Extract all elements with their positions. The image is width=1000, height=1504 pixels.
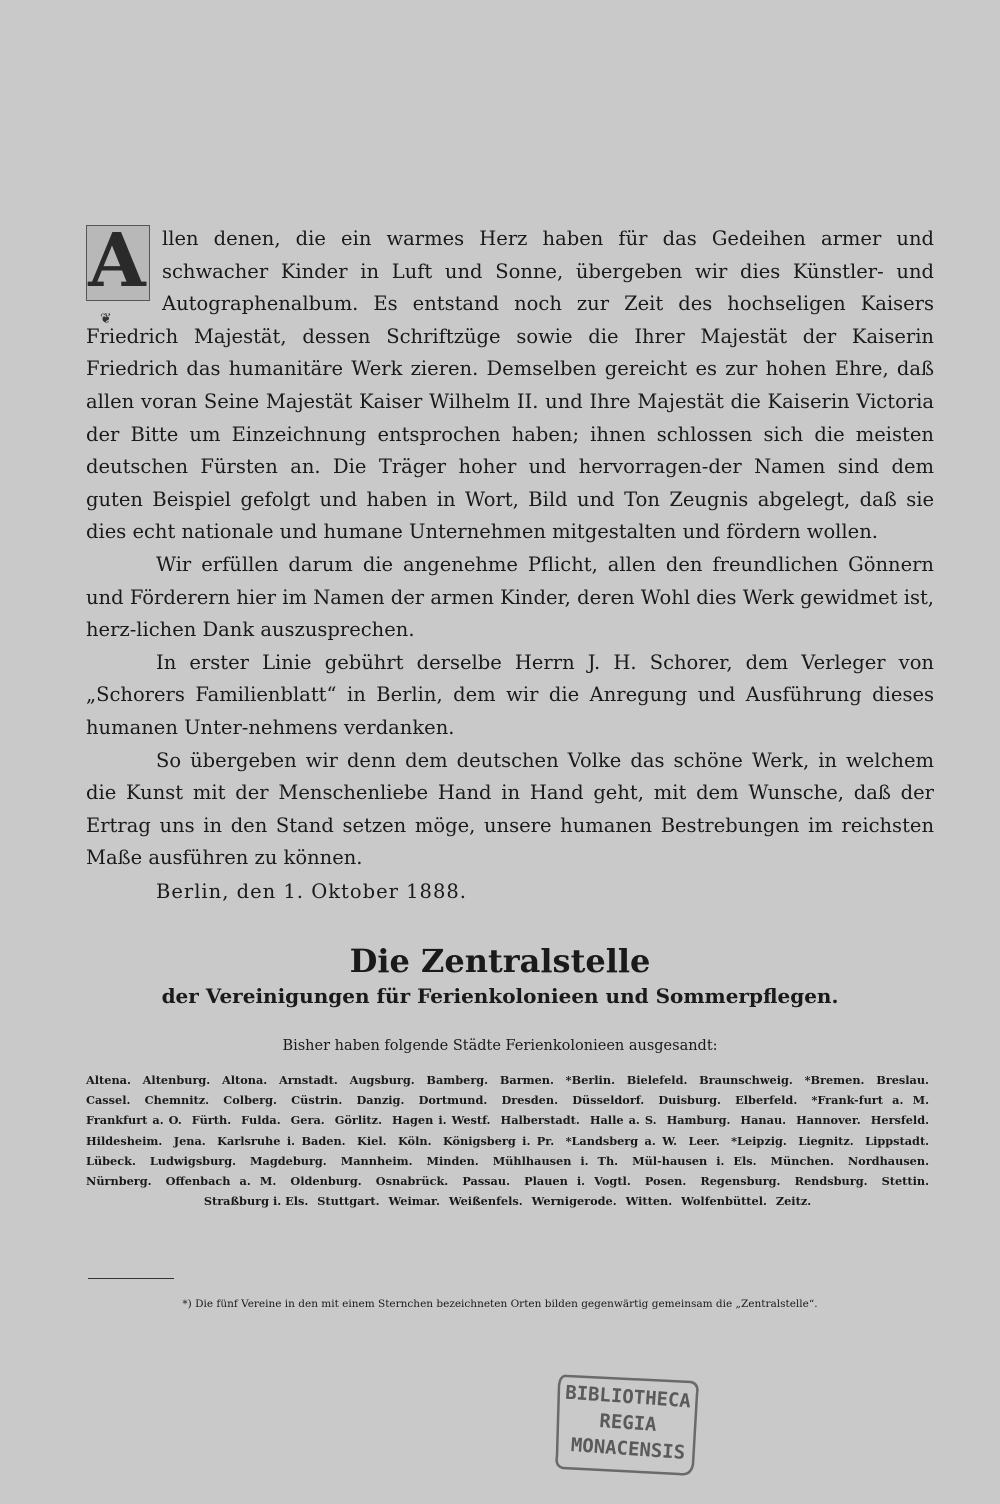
city-item: Straßburg i. Els. [203,1194,309,1209]
city-item: Karlsruhe i. Baden. [217,1133,346,1148]
signature-subtitle: der Vereinigungen für Ferienkolonieen und Sommerpflegen. [161,984,839,1008]
city-item: Braunschweig. [699,1073,793,1087]
stamp-line-2: REGIA [598,1410,658,1436]
city-item: Passau. [462,1174,511,1189]
city-item: *Landsberg a. W. [565,1133,678,1148]
signature-title: Die Zentralstelle [349,942,651,980]
city-item: Nürnberg. [86,1174,152,1189]
city-item: Halle a. S. [589,1113,657,1128]
city-item: Stuttgart. [317,1194,380,1209]
city-item: *Bremen. [804,1073,865,1087]
city-item: Offenbach a. M. [165,1174,277,1189]
city-item: Plauen i. Vogtl. [524,1174,631,1189]
city-item: Wernigerode. [531,1194,617,1209]
city-item: Elberfeld. [735,1093,798,1108]
library-stamp [553,1372,703,1480]
city-item: Altena. [86,1073,131,1087]
city-item: Lippstadt. [865,1133,930,1148]
city-item: Hildesheim. [86,1133,163,1148]
city-item: Hamburg. [666,1113,731,1128]
city-item: Mül-hausen i. Els. [632,1153,757,1168]
city-item: Danzig. [356,1093,405,1108]
city-item: Bielefeld. [626,1073,688,1087]
city-item: Altona. [221,1073,268,1087]
city-item: *Leipzig. [731,1133,787,1148]
city-item: Bamberg. [426,1073,489,1087]
city-item: Gera. [290,1113,325,1128]
paragraph-3: In erster Linie gebührt derselbe Herrn J. H. Schorer, dem Verleger von „Schorers Familienblatt“ in Berlin, dem wir die Anregung und Ausführung dieses humanen Unter-nehmens verdanken. [86,650,934,739]
city-item: Nordhausen. [847,1153,930,1168]
city-item: Dortmund. [418,1093,488,1108]
city-item: Ludwigsburg. [149,1153,237,1168]
ornament-icon: ❦ [100,311,112,327]
city-item: *Berlin. [565,1073,615,1087]
stamp-line-1: BIBLIOTHECA [564,1381,692,1413]
paragraph-1 [86,218,934,549]
city-item: Weißenfels. [448,1194,523,1209]
city-item: Hagen i. Westf. [392,1113,491,1128]
city-item: Wolfenbüttel. [681,1194,767,1209]
city-item: Fulda. [241,1113,281,1128]
city-item: Weimar. [388,1194,440,1209]
city-item: Düsseldorf. [572,1093,645,1108]
city-item: Hanau. [740,1113,787,1128]
city-item: Fürth. [191,1113,232,1128]
city-item: Arnstadt. [278,1073,338,1087]
city-item: München. [770,1153,834,1168]
city-item: Barmen. [499,1073,554,1087]
city-item: Osnabrück. [375,1174,449,1189]
paragraph-4: So übergeben wir denn dem deutschen Volke das schöne Werk, in welchem die Kunst mit der Menschenliebe Hand in Hand geht, mit dem Wunsche, daß der Ertrag uns in den Stand setzen möge, unsere humanen Bestrebungen im reichsten Maße ausführen zu können. [86,748,934,870]
city-item: Liegnitz. [798,1133,854,1148]
city-item: Minden. [426,1153,479,1168]
decorated-initial [86,218,152,327]
cities-intro: Bisher haben folgende Städte Ferienkolonieen ausgesandt: [282,1038,718,1054]
letter-body [86,218,934,875]
city-item: Breslau. [876,1073,929,1087]
city-item: Magdeburg. [250,1153,327,1168]
city-item: Posen. [644,1174,687,1189]
footnote: *) Die fünf Vereine in den mit einem Sternchen bezeichneten Orten bilden gegenwärtig gemeinsam die „Zentralstelle“. [182,1298,818,1310]
city-item: Oldenburg. [290,1174,362,1189]
city-item: Hannover. [796,1113,861,1128]
city-item: Rendsburg. [794,1174,868,1189]
city-item: Colberg. [223,1093,277,1108]
city-item: Lübeck. [86,1153,136,1168]
city-item: Hersfeld. [870,1113,930,1128]
stamp-line-3: MONACENSIS [570,1434,686,1464]
city-item: Cüstrin. [291,1093,343,1108]
city-item: Königsberg i. Pr. [442,1133,555,1148]
city-item: Köln. [397,1133,432,1148]
city-item: Altenburg. [142,1073,211,1087]
city-item: Görlitz. [334,1113,383,1128]
city-item: Mannheim. [340,1153,413,1168]
city-item: Regensburg. [700,1174,781,1189]
dateline: Berlin, den 1. Oktober 1888. [156,880,467,903]
city-item: Duisburg. [658,1093,721,1108]
city-item: *Frank-furt a. M. [811,1093,930,1108]
city-item: Zeitz. [775,1194,812,1209]
city-item: Cassel. [86,1093,131,1108]
city-item: Chemnitz. [144,1093,210,1108]
city-item: Halberstadt. [500,1113,580,1128]
initial-letter: A [88,218,146,304]
city-item: Leer. [688,1133,720,1148]
paragraph-2: Wir erfüllen darum die angenehme Pflicht, allen den freundlichen Gönnern und Förderern hier im Namen der armen Kinder, deren Wohl dies Werk gewidmet ist, herz-lichen Dank auszusprechen. [86,552,934,642]
city-list [86,1070,934,1211]
city-item: Dresden. [501,1093,559,1108]
city-item: Mühlhausen i. Th. [492,1153,619,1168]
city-item: Kiel. [357,1133,387,1148]
paragraph-1-text: llen denen, die ein warmes Herz haben für das Gedeihen armer und schwacher Kinder in Luft und Sonne, übergeben wir dies Künstler- und Autographenalbum. Es entstand noch zur Zeit des hochseligen Kaisers Friedrich Majestät, dessen Schriftzüge sowie die Ihrer Majestät der Kaiserin Friedrich das humanitäre Werk zieren. Demselben gereicht es zur hohen Ehre, daß allen voran Seine Majestät Kaiser Wilhelm II. und Ihre Majestät die Kaiserin Victoria der Bitte um Einzeichnung entsprochen haben; ihnen schlossen sich die meisten deutschen Fürsten an. Die Träger hoher und hervorragen-der Namen sind dem guten Beispiel gefolgt und haben in Wort, Bild und Ton Zeugnis abgelegt, daß sie dies echt nationale und humane Unternehmen mitgestalten und fördern wollen. [86,227,934,544]
city-item: Jena. [173,1133,206,1148]
city-item: Stettin. [881,1174,930,1189]
footnote-divider [88,1278,174,1279]
city-item: Witten. [625,1194,673,1209]
city-item: Frankfurt a. O. [86,1113,182,1128]
city-item: Augsburg. [349,1073,415,1087]
